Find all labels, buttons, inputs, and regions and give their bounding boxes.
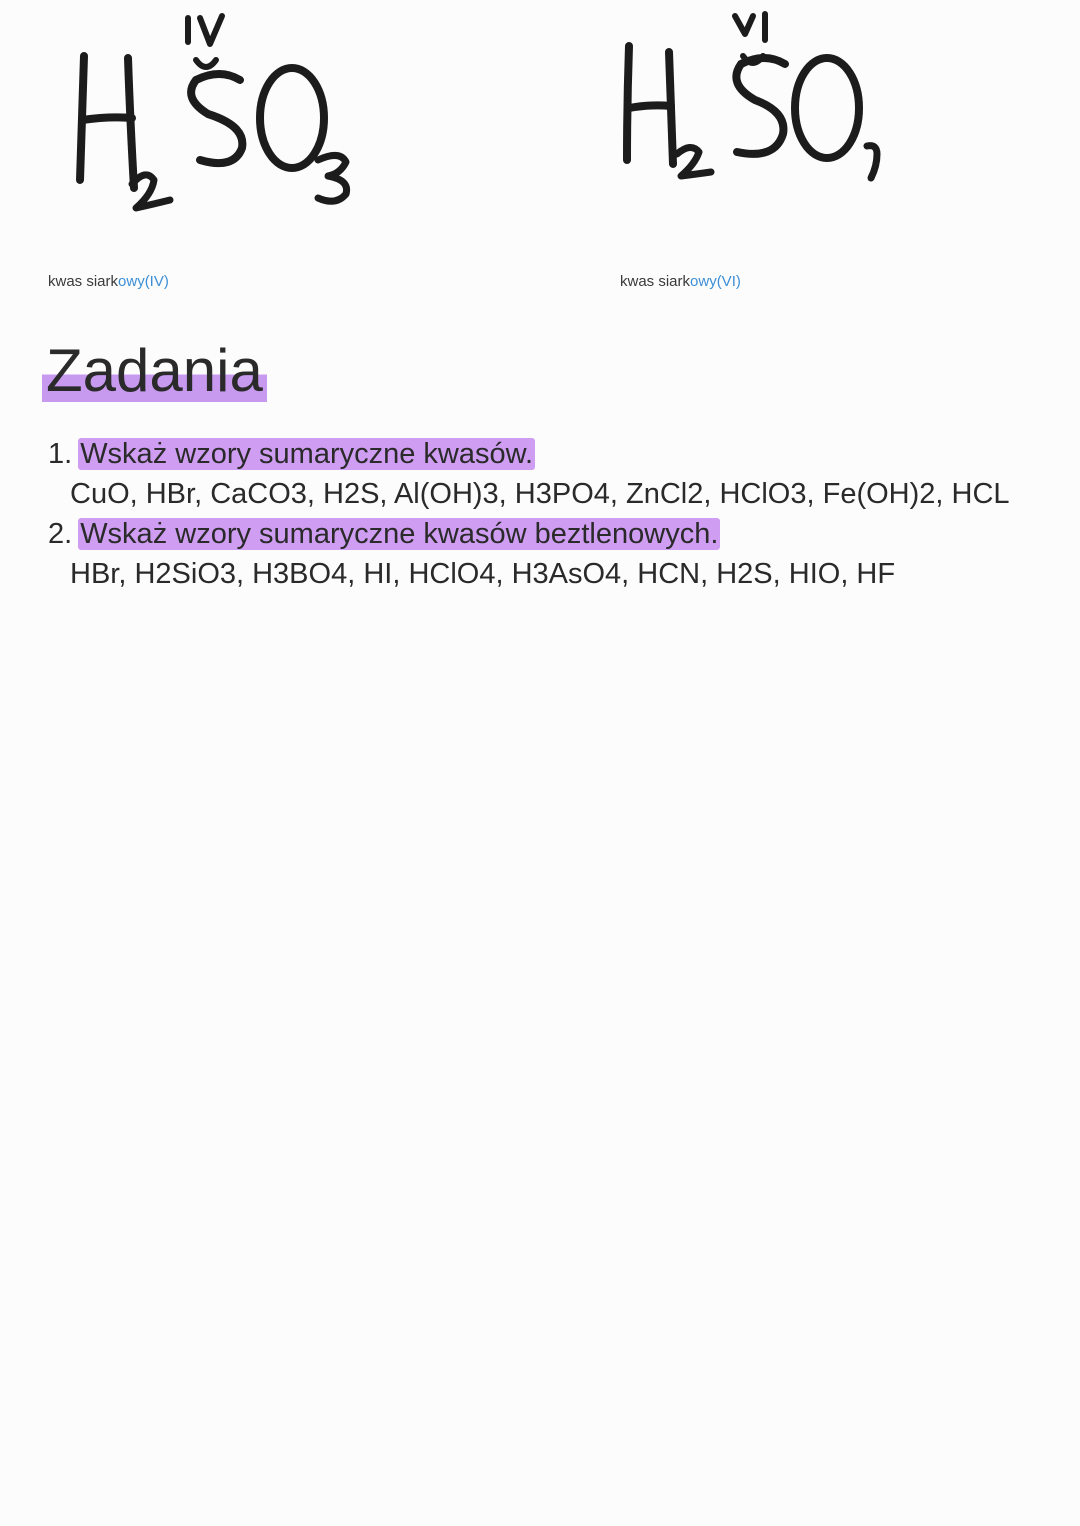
task-item xyxy=(48,514,1068,594)
caption-sulfurous-acid xyxy=(48,273,169,290)
section-title: Zadania xyxy=(42,334,267,408)
caption-prefix: kwas siark xyxy=(620,273,691,290)
caption-suffix: owy(VI) xyxy=(690,273,741,290)
task-item xyxy=(48,434,1068,514)
task-number: 1. xyxy=(48,438,73,470)
handwritten-h2so3-drawing xyxy=(70,8,370,218)
handwritten-h2so4-drawing xyxy=(615,4,905,204)
task-prompt-line xyxy=(48,514,1068,554)
oxidation-mark-iv xyxy=(188,16,222,44)
task-list xyxy=(48,434,1068,594)
task-items: CuO, HBr, CaCO3, H2S, Al(OH)3, H3PO4, ZnCl2, HClO3, Fe(OH)2, HCL xyxy=(70,478,1010,510)
oxidation-mark-vi xyxy=(735,14,765,40)
task-items: HBr, H2SiO3, H3BO4, HI, HClO4, H3AsO4, HCN, H2S, HIO, HF xyxy=(70,558,896,590)
section-heading-wrap xyxy=(42,334,267,408)
task-number: 2. xyxy=(48,518,73,550)
caption-suffix: owy(IV) xyxy=(118,273,169,290)
task-prompt: Wskaż wzory sumaryczne kwasów beztlenowych. xyxy=(80,518,719,550)
formula-h2so4 xyxy=(615,4,905,204)
formula-h2so3 xyxy=(70,8,370,218)
caption-sulfuric-acid xyxy=(620,273,741,290)
caption-prefix: kwas siark xyxy=(48,273,119,290)
task-prompt: Wskaż wzory sumaryczne kwasów. xyxy=(80,438,534,470)
task-prompt-line xyxy=(48,434,1068,474)
